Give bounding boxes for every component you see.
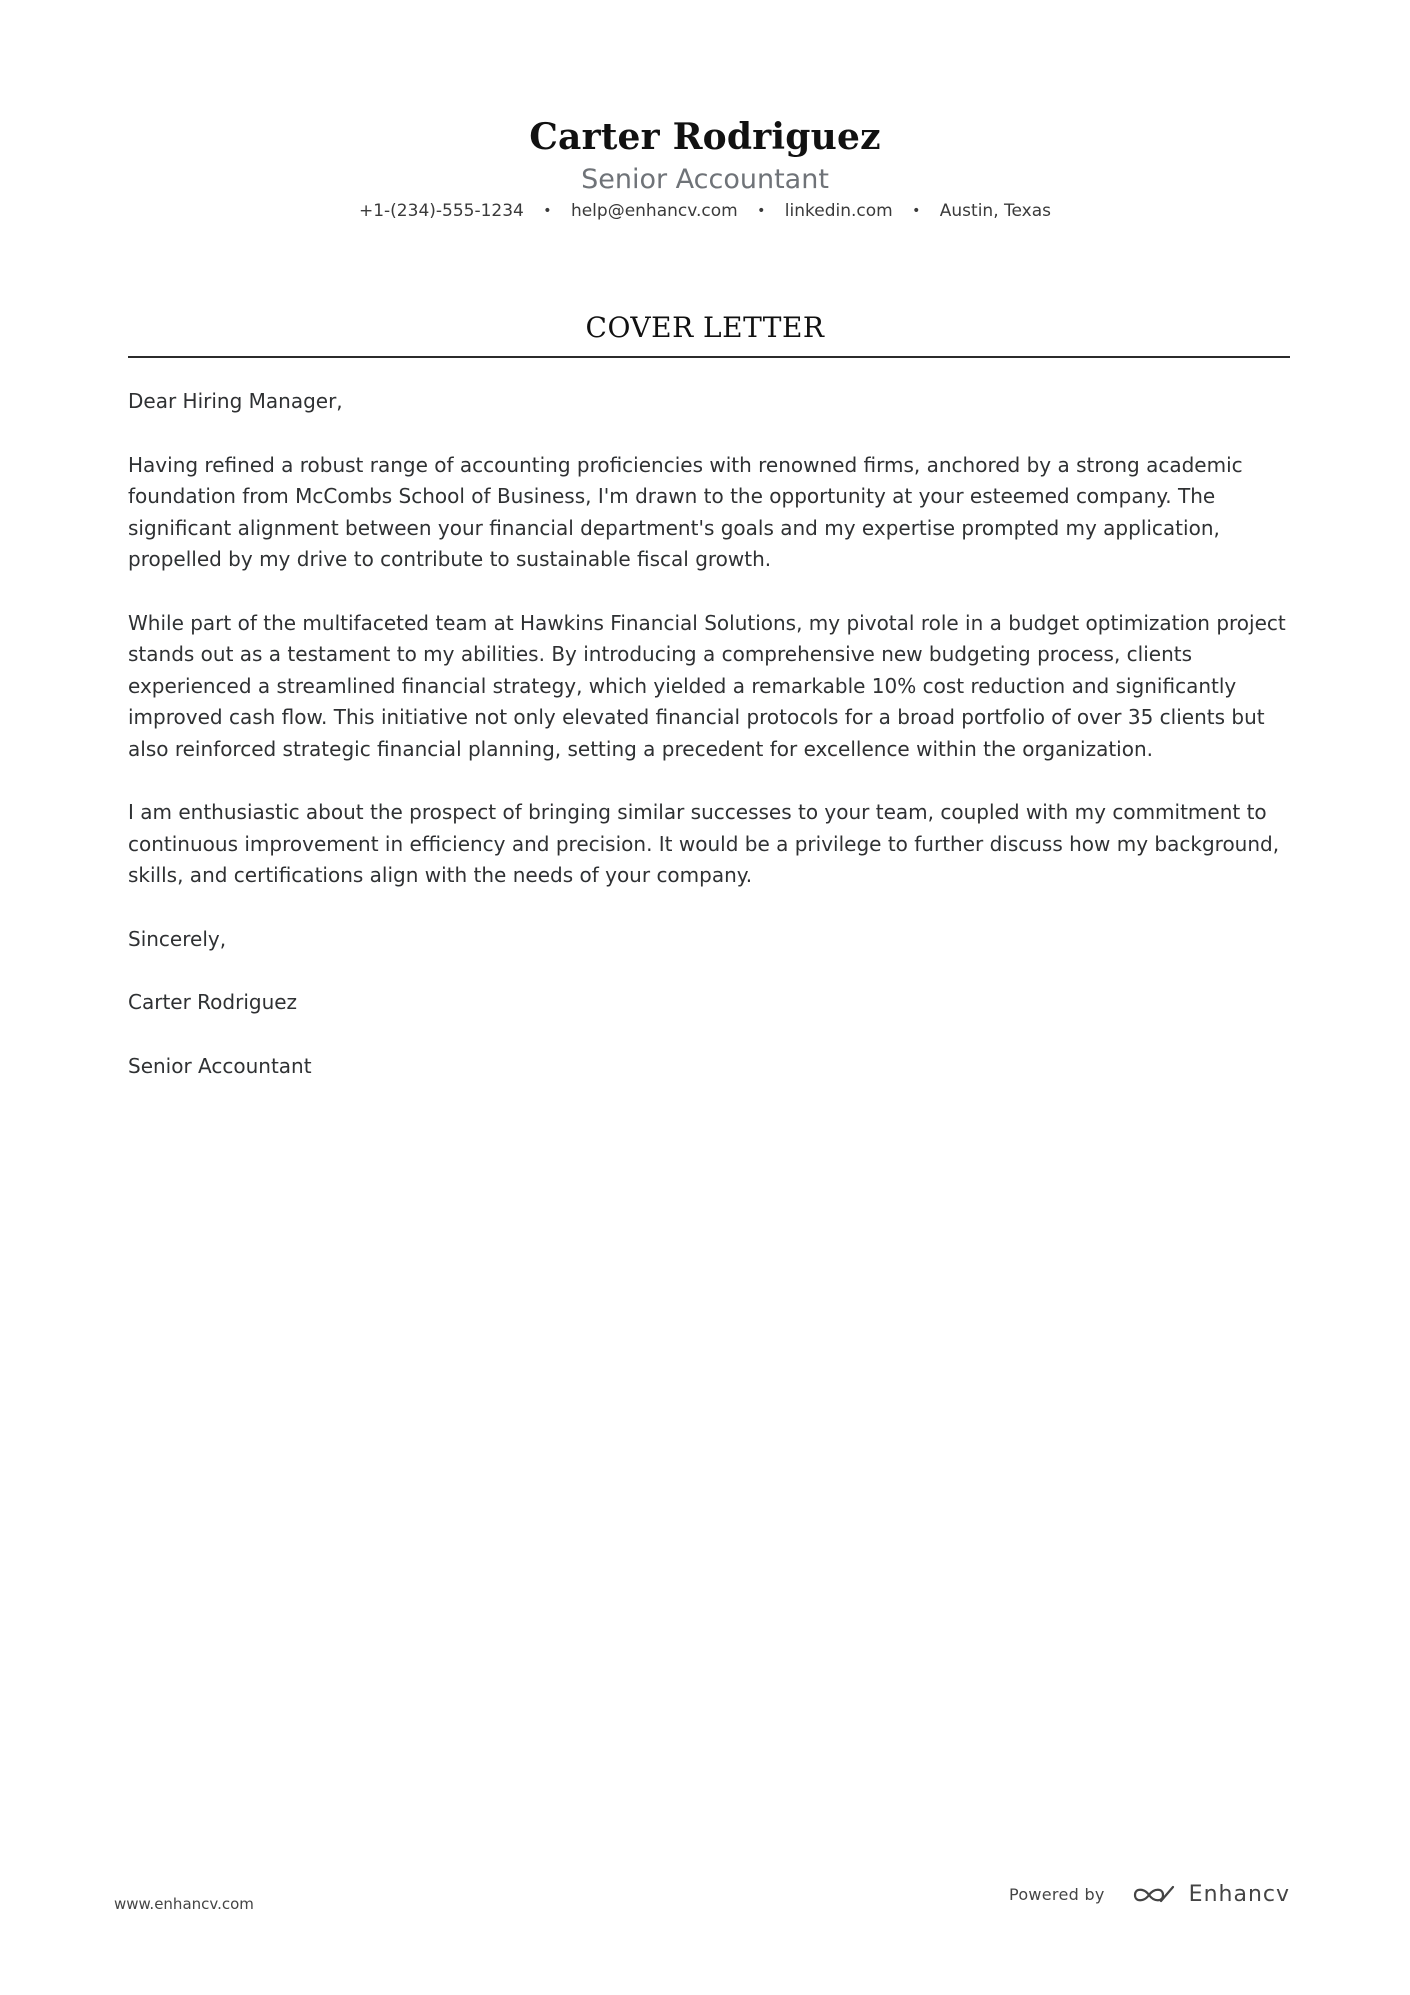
signature-title: Senior Accountant xyxy=(128,1053,312,1078)
contact-email: help@enhancv.com xyxy=(570,201,738,221)
letter-closing: Sincerely, xyxy=(128,926,227,951)
contact-linkedin: linkedin.com xyxy=(784,201,893,221)
letter-paragraph-3: I am enthusiastic about the prospect of bringing similar successes to your team, coupled with my commitment to continuous improvement in efficiency and precision. It would be a privilege to further discuss how my background, skills, and certifications align with the needs of your company. xyxy=(128,800,1280,887)
brand-name: Enhancv xyxy=(1188,1882,1290,1907)
signature-name: Carter Rodriguez xyxy=(128,990,298,1014)
footer-branding xyxy=(1009,1882,1290,1907)
powered-by-label: Powered by xyxy=(1008,1885,1105,1904)
contact-phone: +1-(234)-555-1234 xyxy=(358,201,524,221)
contact-separator: • xyxy=(757,203,766,219)
contact-location: Austin, Texas xyxy=(939,201,1052,221)
letter-body xyxy=(128,386,1290,1114)
footer-website[interactable]: www.enhancv.com xyxy=(114,1895,254,1913)
letter-paragraph-2: While part of the multifaceted team at Hawkins Financial Solutions, my pivotal role in a budget optimization project stands out as a testament to my abilities. By introducing a comprehensive new budgeting process, clients experienced a streamlined financial strategy, which yielded a remarkable 10% cost reduction and significantly improved cash flow. This initiative not only elevated financial protocols for a broad portfolio of over 35 clients but also reinforced strategic financial planning, setting a precedent for excellence within the organization. xyxy=(128,610,1286,761)
contact-separator: • xyxy=(543,203,552,219)
letter-paragraph-1: Having refined a robust range of accounting proficiencies with renowned firms, anchored by a strong academic foundation from McCombs School of Business, I'm drawn to the opportunity at your esteemed company. The significant alignment between your financial department's goals and my expertise prompted my application, propelled by my drive to contribute to sustainable fiscal growth. xyxy=(128,452,1243,571)
candidate-name: Carter Rodriguez xyxy=(529,116,881,158)
contact-separator: • xyxy=(912,203,921,219)
section-divider xyxy=(128,356,1290,358)
candidate-title: Senior Accountant xyxy=(581,164,829,195)
letter-greeting: Dear Hiring Manager, xyxy=(128,389,343,413)
contact-line xyxy=(0,198,1410,225)
header xyxy=(0,112,1410,225)
section-title: COVER LETTER xyxy=(585,311,825,344)
enhancv-logo-icon xyxy=(1131,1883,1177,1907)
